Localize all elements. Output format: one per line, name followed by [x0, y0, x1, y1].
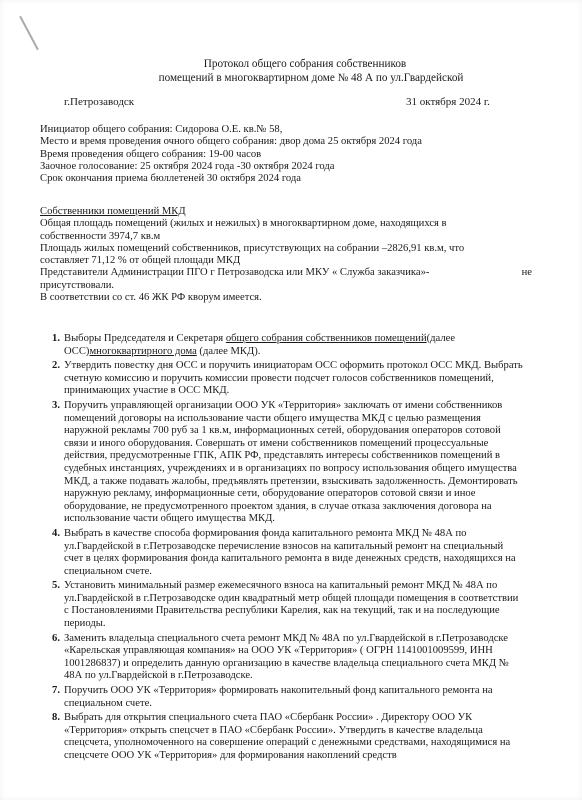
time-line: Время проведения общего собрания: 19-00 часов — [40, 148, 262, 160]
admin-line1: Представители Администрации ПГО г Петрозаводска или МКУ « Служба заказчика»- не — [40, 267, 532, 279]
place-time-line: Место и время проведения очного общего собрания: двор дома 25 октября 2024 года — [40, 136, 422, 148]
absentee-voting-line: Заочное голосование: 25 октября 2024 года -30 октября 2024 года — [40, 160, 335, 172]
owners-section — [40, 206, 532, 304]
agenda-item — [52, 685, 524, 710]
ballot-deadline-line: Срок окончания приема бюллетеней 30 октября 2024 года — [40, 173, 301, 185]
agenda-item-text: Поручить ООО УК «Территория» формировать накопительный фонд капитального ремонта на специальном счете. — [64, 685, 493, 709]
agenda-item-number: 2. — [52, 360, 60, 372]
agenda-item-text: (далее ОСС) — [64, 333, 456, 357]
agenda-item-text: Выбрать в качестве способа формирования фонда капитального ремонта МКД № 48А по ул.Гвардейской в г.Петрозаводске перечисление взносов на капитальный ремонт на специальный счет в целях формирования фонда капитального ремонта в виде денежных средств, находящихся на специальном счете. — [64, 527, 516, 577]
agenda-item — [52, 399, 524, 526]
present-area-line2: составляет 71,12 % от общей площади МКД — [40, 255, 241, 267]
agenda-item-text: Установить минимальный размер ежемесячного взноса на капитальный ремонт МКД № 48А по ул.Гвардейской в г.Петрозаводске один квадратный метр общей площади помещения в соответствии с Постановлениями Правительства республики Карелия, как на текущий, так и на последующие периоды. — [64, 580, 519, 630]
total-area-line1: Общая площадь помещений (жилых и нежилых) в многоквартирном доме, находящихся в — [40, 218, 447, 230]
initiator-line: Инициатор общего собрания: Сидорова О.Е. кв.№ 58, — [40, 124, 283, 135]
meeting-date: 31 октября 2024 г. — [406, 96, 490, 108]
agenda-item-text: Утвердить повестку дня ОСС и поручить инициаторам ОСС оформить протокол ОСС МКД. Выбрать счетную комиссию и поручить комиссии провести подсчет голосов собственников помещений, принимающих участие в ОСС МКД. — [64, 360, 523, 397]
agenda-item-number: 1. — [52, 333, 60, 344]
agenda-item-text: Поручить управляющей организации ООО УК «Территория» заключать от имени собственников помещений договоры на использование части общего имущества МКД с целью размещения наружной рекламы 700 руб за 1 кв.м, информационных сетей, оборудования операторов сотовой связи и иного оборудования. Совершать от имени собственников помещений процессуальные действия, предусмотренные ГПК, АПК РФ, представлять интересы собственников помещений в судебных инстанциях, учреждениях и в организациях по вопросу использования общего имущества МКД, а также подавать жалобы, предъявлять претензии, взыскивать задолженность. Демонтировать наружную рекламу, информационные сети, оборудование операторов сотовой связи и иное оборудование, не предусмотренного проектом здания, в случае отказа заключения договора на использование части общего имущества МКД. — [64, 399, 518, 525]
pen-mark — [19, 16, 39, 50]
agenda-item — [52, 712, 524, 762]
agenda-item-number: 7. — [52, 685, 60, 697]
admin-line2: присутствовали. — [40, 279, 115, 291]
agenda-item-number: 4. — [52, 527, 60, 539]
agenda-list — [52, 333, 524, 765]
agenda-item-text: Выборы Председателя и Секретаря — [64, 333, 226, 344]
agenda-item — [52, 632, 524, 683]
agenda-item-text: многоквартирного дома — [89, 345, 197, 357]
present-area-line1: Площадь жилых помещений собственников, присутствующих на собрании –2826,91 кв.м, что — [40, 242, 465, 254]
quorum-line: В соответствии со ст. 46 ЖК РФ кворум имеется. — [40, 292, 262, 304]
agenda-item-text: общего собрания собственников помещений — [225, 333, 427, 344]
document-title-line2: помещений в многоквартирном доме № 48 А по ул.Гвардейской — [158, 72, 464, 84]
meeting-info — [40, 124, 532, 185]
owners-heading: Собственники помещений МКД — [40, 206, 186, 217]
total-area-line2: собственности 3974,7 кв.м — [40, 230, 161, 242]
meeting-place: г.Петрозаводск — [64, 96, 135, 108]
agenda-item — [52, 360, 524, 398]
agenda-item-number: 5. — [52, 580, 60, 592]
agenda-item-text: Выбрать для открытия специального счета ПАО «Сбербанк России» . Директору ООО УК «Территория» открыть спецсчет в ПАО «Сбербанк России». Утвердить в качестве владельца спецсчета, уполномоченного на совершение операций с денежными средствами, находящимися на спецсчете ООО УК «Территория» для формирования накоплений средств — [64, 712, 511, 761]
agenda-item-text: (далее МКД). — [196, 345, 261, 357]
agenda-item — [52, 333, 524, 358]
agenda-item-number: 8. — [52, 712, 60, 724]
agenda-item-number: 6. — [52, 632, 60, 644]
document-title-line1: Протокол общего собрания собственников — [203, 58, 407, 70]
agenda-item-text: Заменить владельца специального счета ремонт МКД № 48А по ул.Гвардейской в г.Петрозаводске «Карельская управляющая компания» на ООО УК «Территория» ( ОГРН 1141001009599, ИНН 1001286837) и определить данную организацию в качестве владельца специального счета МКД № 48А по ул.Гвардейской в г.Петрозаводске. — [64, 632, 509, 682]
agenda-item — [52, 580, 524, 630]
agenda-item-number: 3. — [52, 399, 60, 411]
agenda-item — [52, 527, 524, 578]
